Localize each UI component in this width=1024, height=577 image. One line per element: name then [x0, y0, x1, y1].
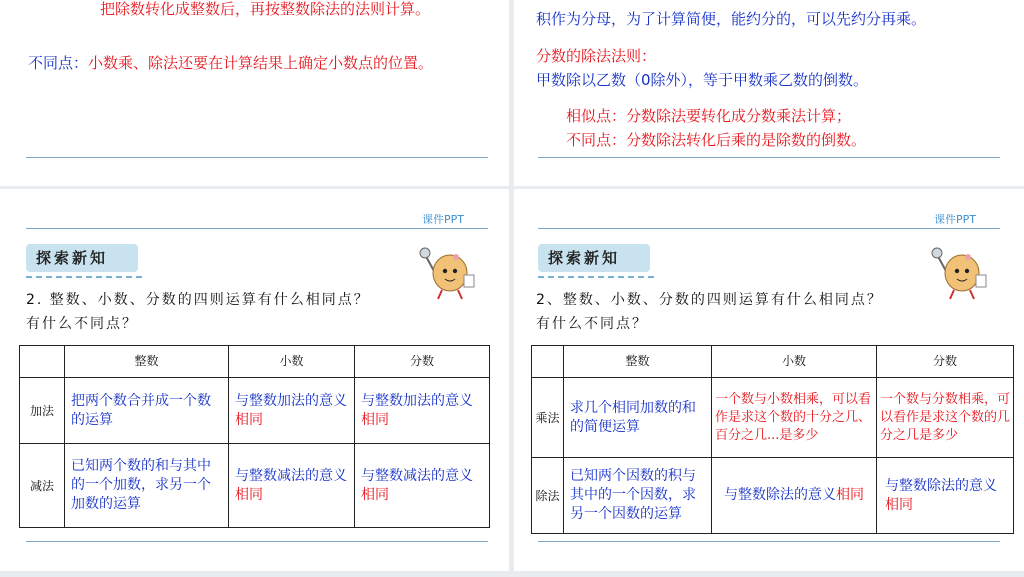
slide1-diff-label: 不同点： [28, 54, 89, 72]
row-label: 除法 [532, 458, 564, 534]
divider [26, 228, 488, 229]
header-blank [532, 346, 564, 378]
section-banner [26, 244, 138, 272]
slide2-rule-title: 分数的除法法则： [536, 47, 657, 65]
courseware-tag: 课件PPT [422, 213, 464, 226]
question-line2: 有什么不同点？ [536, 316, 648, 332]
table-cell: 求几个相同加数的和的简便运算 [564, 378, 712, 458]
table-cell: 与整数加法的意义相同 [229, 378, 355, 444]
table-cell: 与整数减法的意义相同 [229, 444, 355, 528]
mascot-icon [930, 245, 992, 301]
divider [26, 541, 488, 542]
question-line1: 2、整数、小数、分数的四则运算有什么相同点？ [536, 292, 883, 308]
divider [26, 157, 488, 158]
table-header-row [20, 346, 490, 378]
table-row [532, 378, 1014, 458]
row-label: 乘法 [532, 378, 564, 458]
slide-top-right [514, 0, 1024, 186]
slide1-diff [28, 52, 433, 73]
table-header-row [532, 346, 1014, 378]
section-banner [538, 244, 650, 272]
operations-table [19, 345, 490, 528]
banner-underline [26, 276, 142, 278]
table-row [20, 444, 490, 528]
slide1-diff-text: 小数乘、除法还要在计算结果上确定小数点的位置。 [88, 54, 434, 72]
header-cell: 分数 [877, 346, 1014, 378]
divider [538, 228, 1000, 229]
courseware-tag: 课件PPT [934, 213, 976, 226]
header-cell: 整数 [564, 346, 712, 378]
banner-text: 探索新知 [36, 249, 109, 267]
table-cell: 已知两个因数的积与其中的一个因数，求另一个因数的运算 [564, 458, 712, 534]
banner-text: 探索新知 [548, 249, 621, 267]
slide-bottom-left [0, 189, 509, 571]
table-cell: 一个数与小数相乘，可以看作是求这个数的十分之几、百分之几...是多少 [712, 378, 877, 458]
slide2-line1: 积作为分母，为了计算简便，能约分的，可以先约分再乘。 [536, 10, 927, 28]
row-label: 减法 [20, 444, 65, 528]
operations-table [531, 345, 1014, 534]
table-row [20, 378, 490, 444]
table-cell: 与整数除法的意义相同 [877, 458, 1014, 534]
header-blank [20, 346, 65, 378]
table-cell: 与整数除法的意义相同 [712, 458, 877, 534]
slide2-diff: 不同点：分数除法转化后乘的是除数的倒数。 [566, 131, 867, 149]
slide-bottom-right [514, 189, 1024, 571]
divider [538, 157, 1000, 158]
row-label: 加法 [20, 378, 65, 444]
table-cell: 已知两个数的和与其中的一个加数，求另一个加数的运算 [65, 444, 229, 528]
slide2-similar: 相似点：分数除法要转化成分数乘法计算； [566, 107, 852, 125]
table-row [532, 458, 1014, 534]
table-cell: 与整数减法的意义相同 [355, 444, 490, 528]
slide1-line1: 把除数转化成整数后，再按整数除法的法则计算。 [100, 0, 431, 18]
question-line1: 2. 整数、小数、分数的四则运算有什么相同点？ [26, 292, 370, 308]
slide-top-left [0, 0, 509, 186]
header-cell: 小数 [712, 346, 877, 378]
mascot-icon [418, 245, 480, 301]
header-cell: 整数 [65, 346, 229, 378]
header-cell: 分数 [355, 346, 490, 378]
table-cell: 与整数加法的意义相同 [355, 378, 490, 444]
slide2-rule-text: 甲数除以乙数（0除外），等于甲数乘乙数的倒数。 [536, 71, 869, 89]
table-cell: 一个数与分数相乘，可以看作是求这个数的几分之几是多少 [877, 378, 1014, 458]
banner-underline [538, 276, 654, 278]
header-cell: 小数 [229, 346, 355, 378]
question-line2: 有什么不同点？ [26, 316, 138, 332]
divider [538, 541, 1000, 542]
table-cell: 把两个数合并成一个数的运算 [65, 378, 229, 444]
